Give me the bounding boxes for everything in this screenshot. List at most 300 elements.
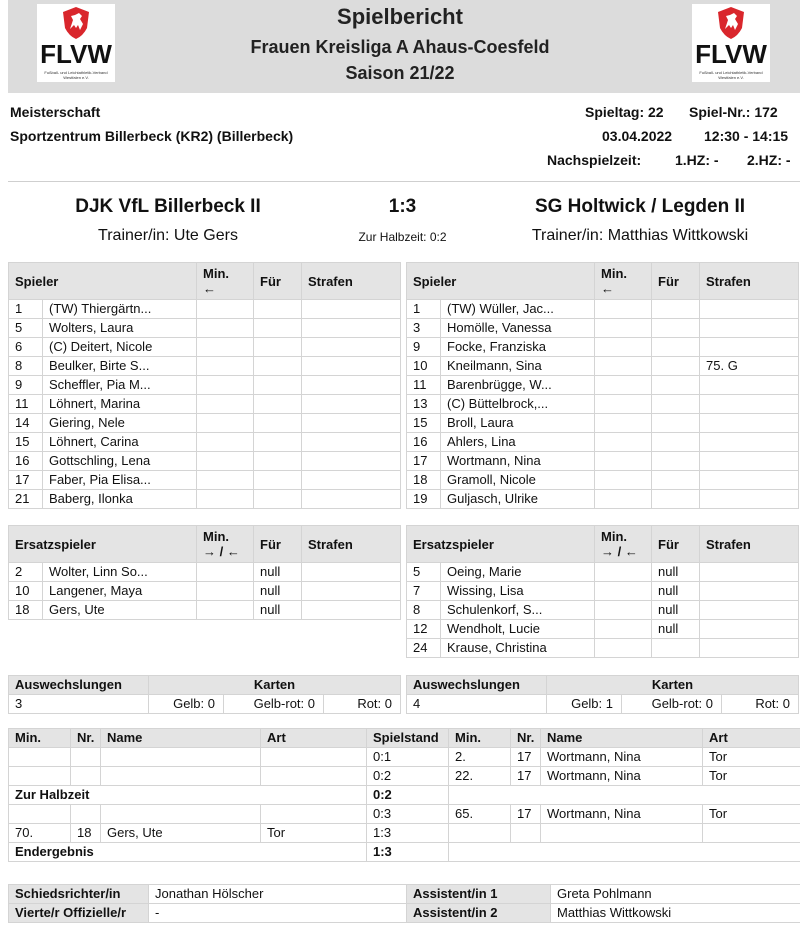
player-for: null [254, 563, 302, 582]
player-for [254, 376, 302, 395]
player-row [407, 395, 799, 414]
player-minute [595, 300, 652, 319]
player-number: 10 [9, 582, 43, 601]
referee-name: Jonathan Hölscher [149, 885, 407, 904]
player-row [9, 338, 401, 357]
player-for: null [254, 601, 302, 620]
col-player: Spieler [9, 263, 197, 300]
home-subs-count: 3 [9, 695, 149, 714]
player-for [254, 395, 302, 414]
home-lineup-table [8, 262, 401, 509]
player-for [254, 490, 302, 509]
player-minute [595, 582, 652, 601]
col-away-min: Min. [449, 729, 511, 748]
player-for: null [652, 601, 700, 620]
player-minute [197, 433, 254, 452]
player-penalty [302, 601, 401, 620]
player-row [407, 414, 799, 433]
player-number: 21 [9, 490, 43, 509]
fourth-official-name: - [149, 904, 407, 923]
match-events-table [8, 728, 800, 862]
player-minute [197, 582, 254, 601]
player-name: Wortmann, Nina [441, 452, 595, 471]
player-row [407, 300, 799, 319]
col-sub-player: Ersatzspieler [9, 526, 197, 563]
player-number: 13 [407, 395, 441, 414]
player-penalty [302, 338, 401, 357]
player-row [407, 452, 799, 471]
player-number: 17 [407, 452, 441, 471]
player-minute [197, 395, 254, 414]
report-title: Spielbericht [337, 4, 463, 29]
player-row [407, 433, 799, 452]
col-away-nr: Nr. [511, 729, 541, 748]
player-row [407, 639, 799, 658]
player-for: null [652, 563, 700, 582]
logo-subtext: Fußball- und Leichtathletik-Verband Westfalen e.V. [699, 70, 763, 80]
player-row [407, 357, 799, 376]
home-coach: Trainer/in: Ute Gers [98, 227, 238, 244]
logo-text: FLVW [40, 39, 112, 69]
away-team-name: SG Holtwick / Legden II [534, 196, 746, 217]
score-summary-row [9, 786, 800, 805]
player-minute [595, 319, 652, 338]
extra-time-first-half: 1.HZ: - [675, 152, 719, 168]
player-row [9, 319, 401, 338]
player-number: 5 [9, 319, 43, 338]
player-row [407, 601, 799, 620]
col-minute: Min. → / ← [595, 526, 652, 563]
player-minute [595, 601, 652, 620]
player-minute [595, 639, 652, 658]
event-score: 0:1 [367, 748, 449, 767]
home-event-type: Tor [261, 824, 367, 843]
home-cards-table [8, 675, 401, 714]
match-date: 03.04.2022 [602, 128, 673, 144]
player-minute [595, 395, 652, 414]
player-penalty [700, 563, 799, 582]
player-minute [197, 563, 254, 582]
col-minute: Min. ← [595, 263, 652, 300]
player-penalty [700, 452, 799, 471]
player-name: (TW) Thiergärtn... [43, 300, 197, 319]
player-penalty [302, 471, 401, 490]
home-yellowred-cards: Gelb-rot: 0 [224, 695, 324, 714]
player-penalty [700, 433, 799, 452]
away-event-type: Tor [703, 767, 800, 786]
player-row [9, 395, 401, 414]
away-lineup-table [406, 262, 799, 509]
score-summary-row [9, 843, 800, 862]
player-number: 14 [9, 414, 43, 433]
col-for: Für [652, 263, 700, 300]
away-event-type: Tor [703, 805, 800, 824]
player-number: 18 [9, 601, 43, 620]
away-event-number: 17 [511, 748, 541, 767]
player-penalty [700, 300, 799, 319]
assistant1-name: Greta Pohlmann [551, 885, 800, 904]
player-name: Gottschling, Lena [43, 452, 197, 471]
assistant2-name: Matthias Wittkowski [551, 904, 800, 923]
player-penalty [302, 376, 401, 395]
player-penalty [700, 319, 799, 338]
away-event-player: Wortmann, Nina [541, 767, 703, 786]
home-event-number [71, 767, 101, 786]
away-subs-table [406, 525, 799, 658]
summary-label: Zur Halbzeit [9, 786, 367, 805]
extra-time-label: Nachspielzeit: [547, 152, 642, 168]
player-minute [595, 376, 652, 395]
player-for [254, 452, 302, 471]
player-name: Giering, Nele [43, 414, 197, 433]
away-subs-count: 4 [407, 695, 547, 714]
match-time: 12:30 - 14:15 [704, 128, 789, 144]
home-event-minute [9, 805, 71, 824]
empty-cell [449, 843, 800, 862]
player-minute [595, 414, 652, 433]
player-name: Focke, Franziska [441, 338, 595, 357]
away-event-player [541, 824, 703, 843]
player-name: Gramoll, Nicole [441, 471, 595, 490]
player-for [254, 357, 302, 376]
col-player: Spieler [407, 263, 595, 300]
player-minute [197, 414, 254, 433]
player-penalty [302, 490, 401, 509]
player-penalty [302, 582, 401, 601]
away-event-number [511, 824, 541, 843]
player-number: 3 [407, 319, 441, 338]
player-name: Wendholt, Lucie [441, 620, 595, 639]
player-minute [197, 490, 254, 509]
player-for: null [652, 620, 700, 639]
player-number: 6 [9, 338, 43, 357]
col-away-type: Art [703, 729, 800, 748]
player-name: Beulker, Birte S... [43, 357, 197, 376]
player-row [9, 471, 401, 490]
away-event-number: 17 [511, 767, 541, 786]
player-minute [197, 471, 254, 490]
away-cards-table [406, 675, 799, 714]
player-penalty [700, 338, 799, 357]
player-name: Oeing, Marie [441, 563, 595, 582]
player-row [9, 582, 401, 601]
player-number: 18 [407, 471, 441, 490]
player-name: Schulenkorf, S... [441, 601, 595, 620]
away-event-number: 17 [511, 805, 541, 824]
player-number: 16 [9, 452, 43, 471]
assistant1-label: Assistent/in 1 [407, 885, 551, 904]
player-name: Homölle, Vanessa [441, 319, 595, 338]
player-row [9, 414, 401, 433]
player-name: Wolter, Linn So... [43, 563, 197, 582]
home-event-minute [9, 748, 71, 767]
final-score: 1:3 [388, 196, 417, 217]
player-name: Barenbrügge, W... [441, 376, 595, 395]
col-penalties: Strafen [302, 263, 401, 300]
event-score: 0:2 [367, 767, 449, 786]
referee-label: Schiedsrichter/in [9, 885, 149, 904]
player-penalty [302, 319, 401, 338]
player-for [254, 319, 302, 338]
player-name: Wissing, Lisa [441, 582, 595, 601]
player-for [652, 319, 700, 338]
player-for: null [652, 582, 700, 601]
player-minute [197, 300, 254, 319]
player-row [9, 601, 401, 620]
col-penalties: Strafen [700, 526, 799, 563]
player-number: 8 [9, 357, 43, 376]
player-penalty [700, 490, 799, 509]
player-number: 10 [407, 357, 441, 376]
col-penalties: Strafen [302, 526, 401, 563]
away-yellow-cards: Gelb: 1 [547, 695, 622, 714]
player-penalty [302, 433, 401, 452]
player-for [652, 433, 700, 452]
player-penalty [302, 452, 401, 471]
col-home-min: Min. [9, 729, 71, 748]
home-red-cards: Rot: 0 [324, 695, 401, 714]
col-for: Für [254, 263, 302, 300]
away-event-player: Wortmann, Nina [541, 805, 703, 824]
player-penalty [700, 620, 799, 639]
fourth-official-label: Vierte/r Offizielle/r [9, 904, 149, 923]
player-name: (C) Deitert, Nicole [43, 338, 197, 357]
player-number: 1 [407, 300, 441, 319]
away-red-cards: Rot: 0 [722, 695, 799, 714]
player-minute [197, 338, 254, 357]
home-yellow-cards: Gelb: 0 [149, 695, 224, 714]
home-event-number: 18 [71, 824, 101, 843]
player-minute [595, 338, 652, 357]
player-penalty [700, 582, 799, 601]
home-event-player [101, 805, 261, 824]
player-penalty [302, 357, 401, 376]
player-for: null [254, 582, 302, 601]
home-event-number [71, 805, 101, 824]
away-event-minute [449, 824, 511, 843]
player-number: 7 [407, 582, 441, 601]
away-coach: Trainer/in: Matthias Wittkowski [531, 227, 749, 244]
player-minute [197, 452, 254, 471]
player-row [407, 338, 799, 357]
player-row [407, 376, 799, 395]
player-number: 11 [9, 395, 43, 414]
player-for [254, 300, 302, 319]
player-name: Langener, Maya [43, 582, 197, 601]
event-row [9, 805, 800, 824]
player-penalty [700, 639, 799, 658]
col-cards: Karten [547, 676, 799, 695]
player-minute [595, 563, 652, 582]
away-event-player: Wortmann, Nina [541, 748, 703, 767]
player-name: Faber, Pia Elisa... [43, 471, 197, 490]
away-event-minute: 65. [449, 805, 511, 824]
player-for [652, 357, 700, 376]
col-home-name: Name [101, 729, 261, 748]
col-score: Spielstand [367, 729, 449, 748]
home-event-player [101, 767, 261, 786]
divider [8, 181, 800, 182]
player-for [652, 338, 700, 357]
extra-time-second-half: 2.HZ: - [747, 152, 791, 168]
col-minute: Min. → / ← [197, 526, 254, 563]
home-event-player [101, 748, 261, 767]
col-cards: Karten [149, 676, 401, 695]
player-minute [595, 433, 652, 452]
home-subs-table [8, 525, 401, 620]
player-row [9, 376, 401, 395]
col-home-nr: Nr. [71, 729, 101, 748]
player-minute [197, 376, 254, 395]
home-team-name: DJK VfL Billerbeck II [75, 196, 261, 217]
col-subs-count: Auswechslungen [9, 676, 149, 695]
home-event-number [71, 748, 101, 767]
home-event-type [261, 767, 367, 786]
player-name: (C) Büttelbrock,... [441, 395, 595, 414]
event-row [9, 824, 800, 843]
event-score: 0:3 [367, 805, 449, 824]
player-for [254, 433, 302, 452]
player-minute [197, 319, 254, 338]
player-for [652, 300, 700, 319]
player-penalty [700, 414, 799, 433]
player-name: Ahlers, Lina [441, 433, 595, 452]
player-name: Gers, Ute [43, 601, 197, 620]
player-row [407, 582, 799, 601]
logo-subtext: Fußball- und Leichtathletik-Verband Westfalen e.V. [44, 70, 108, 80]
assistant2-label: Assistent/in 2 [407, 904, 551, 923]
player-row [407, 471, 799, 490]
player-number: 2 [9, 563, 43, 582]
event-row [9, 767, 800, 786]
player-minute [197, 601, 254, 620]
competition: Meisterschaft [10, 104, 101, 120]
player-number: 15 [407, 414, 441, 433]
player-number: 24 [407, 639, 441, 658]
col-away-name: Name [541, 729, 703, 748]
player-minute [197, 357, 254, 376]
player-minute [595, 620, 652, 639]
home-event-type [261, 805, 367, 824]
player-number: 11 [407, 376, 441, 395]
player-row [9, 452, 401, 471]
player-number: 12 [407, 620, 441, 639]
logo-text: FLVW [695, 39, 767, 69]
col-sub-player: Ersatzspieler [407, 526, 595, 563]
season: Saison 21/22 [345, 63, 455, 83]
player-row [407, 319, 799, 338]
col-subs-count: Auswechslungen [407, 676, 547, 695]
player-name: Broll, Laura [441, 414, 595, 433]
player-row [9, 563, 401, 582]
player-name: Guljasch, Ulrike [441, 490, 595, 509]
player-for [652, 395, 700, 414]
player-number: 9 [9, 376, 43, 395]
player-name: Löhnert, Marina [43, 395, 197, 414]
col-home-type: Art [261, 729, 367, 748]
player-name: (TW) Wüller, Jac... [441, 300, 595, 319]
player-number: 16 [407, 433, 441, 452]
player-number: 19 [407, 490, 441, 509]
player-for [652, 376, 700, 395]
player-minute [595, 490, 652, 509]
player-for [254, 338, 302, 357]
player-name: Wolters, Laura [43, 319, 197, 338]
player-penalty [302, 300, 401, 319]
player-number: 15 [9, 433, 43, 452]
matchday: Spieltag: 22 [585, 104, 664, 120]
col-for: Für [254, 526, 302, 563]
col-minute: Min. ← [197, 263, 254, 300]
player-penalty [700, 395, 799, 414]
home-event-minute [9, 767, 71, 786]
player-penalty: 75. G [700, 357, 799, 376]
summary-score: 1:3 [367, 843, 449, 862]
venue: Sportzentrum Billerbeck (KR2) (Billerbeck) [10, 128, 294, 144]
col-for: Für [652, 526, 700, 563]
player-name: Löhnert, Carina [43, 433, 197, 452]
col-penalties: Strafen [700, 263, 799, 300]
player-name: Baberg, Ilonka [43, 490, 197, 509]
home-event-minute: 70. [9, 824, 71, 843]
summary-label: Endergebnis [9, 843, 367, 862]
player-for [652, 490, 700, 509]
player-minute [595, 452, 652, 471]
empty-cell [449, 786, 800, 805]
player-name: Krause, Christina [441, 639, 595, 658]
player-row [407, 620, 799, 639]
player-penalty [700, 601, 799, 620]
player-number: 1 [9, 300, 43, 319]
player-minute [595, 471, 652, 490]
player-number: 17 [9, 471, 43, 490]
player-penalty [700, 471, 799, 490]
event-score: 1:3 [367, 824, 449, 843]
player-row [9, 357, 401, 376]
event-row [9, 748, 800, 767]
player-penalty [302, 395, 401, 414]
away-event-type [703, 824, 800, 843]
player-row [9, 490, 401, 509]
player-number: 5 [407, 563, 441, 582]
player-number: 8 [407, 601, 441, 620]
league-name: Frauen Kreisliga A Ahaus-Coesfeld [250, 37, 550, 57]
player-minute [595, 357, 652, 376]
player-name: Scheffler, Pia M... [43, 376, 197, 395]
home-event-player: Gers, Ute [101, 824, 261, 843]
player-row [407, 563, 799, 582]
player-penalty [302, 563, 401, 582]
officials-table [8, 884, 800, 923]
player-name: Kneilmann, Sina [441, 357, 595, 376]
player-number: 9 [407, 338, 441, 357]
summary-score: 0:2 [367, 786, 449, 805]
player-for [652, 639, 700, 658]
player-row [9, 300, 401, 319]
player-penalty [700, 376, 799, 395]
player-for [652, 414, 700, 433]
away-event-minute: 22. [449, 767, 511, 786]
player-penalty [302, 414, 401, 433]
player-for [652, 452, 700, 471]
player-row [407, 490, 799, 509]
player-for [652, 471, 700, 490]
player-row [9, 433, 401, 452]
away-event-minute: 2. [449, 748, 511, 767]
match-number: Spiel-Nr.: 172 [689, 104, 778, 120]
player-for [254, 414, 302, 433]
player-for [254, 471, 302, 490]
